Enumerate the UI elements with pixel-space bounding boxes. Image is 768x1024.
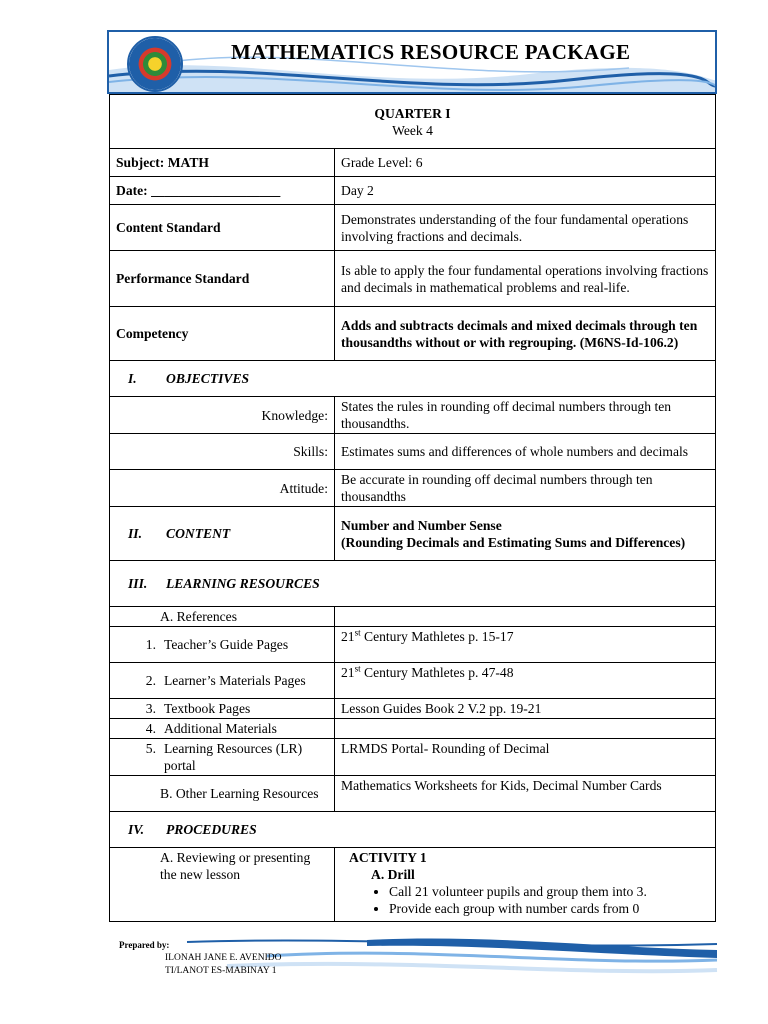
ref-label: Learner’s Materials Pages bbox=[164, 673, 306, 688]
attitude-label: Attitude: bbox=[110, 470, 335, 507]
list-item: • Provide each group with number cards from 0 bbox=[389, 900, 709, 917]
ref-label: Textbook Pages bbox=[164, 701, 251, 716]
list-item: • Call 21 volunteer pupils and group them into 3. bbox=[389, 883, 709, 900]
reference-row bbox=[110, 663, 716, 699]
content-line-2: (Rounding Decimals and Estimating Sums and Differences) bbox=[341, 534, 686, 550]
ref-label: Additional Materials bbox=[164, 721, 277, 736]
learning-resources-heading bbox=[110, 561, 716, 607]
content-line-1: Number and Number Sense bbox=[341, 517, 502, 533]
quarter-title: QUARTER I bbox=[374, 105, 451, 121]
day-label: Day 2 bbox=[335, 177, 716, 205]
section-number: I. bbox=[128, 371, 137, 386]
ref-number: 1. bbox=[145, 637, 156, 652]
preparer-school: TI/LANOT ES-MABINAY 1 bbox=[165, 966, 277, 976]
skills-value: Estimates sums and differences of whole numbers and decimals bbox=[335, 434, 716, 470]
footer bbox=[107, 936, 727, 996]
section-title: PROCEDURES bbox=[166, 822, 257, 837]
lesson-plan-table bbox=[109, 94, 716, 922]
other-resources-label: B. Other Learning Resources bbox=[110, 776, 335, 812]
ref-label: Learning Resources (LR) portal bbox=[164, 741, 303, 773]
page-title: MATHEMATICS RESOURCE PACKAGE bbox=[231, 40, 631, 64]
grade-level: Grade Level: 6 bbox=[335, 149, 716, 177]
procedures-heading bbox=[110, 812, 716, 848]
content-standard-label: Content Standard bbox=[110, 205, 335, 251]
preparer-info bbox=[165, 952, 281, 978]
ref-number: 5. bbox=[145, 741, 156, 756]
ref-value: LRMDS Portal- Rounding of Decimal bbox=[335, 739, 716, 776]
header-banner bbox=[107, 30, 717, 94]
content-heading bbox=[110, 507, 335, 561]
deped-seal-icon bbox=[127, 36, 183, 92]
procedure-a-label: A. Reviewing or presenting the new lesson bbox=[110, 848, 335, 922]
subject-label: Subject: MATH bbox=[110, 149, 335, 177]
section-number: II. bbox=[128, 526, 142, 541]
other-resources-value: Mathematics Worksheets for Kids, Decimal Number Cards bbox=[335, 776, 716, 812]
objectives-heading bbox=[110, 361, 716, 397]
performance-standard-value: Is able to apply the four fundamental operations involving fractions and decimals in mathematical problems and real-life. bbox=[335, 251, 716, 307]
ref-number: 2. bbox=[145, 673, 156, 688]
attitude-value: Be accurate in rounding off decimal numbers through ten thousandths bbox=[335, 470, 716, 507]
ref-number: 3. bbox=[145, 701, 156, 716]
reference-row bbox=[110, 739, 716, 776]
ref-label: Teacher’s Guide Pages bbox=[164, 637, 289, 652]
ref-value: 21st Century Mathletes p. 15-17 bbox=[335, 627, 716, 663]
competency-value: Adds and subtracts decimals and mixed decimals through ten thousandths without or with regrouping. (M6NS-Id-106.2) bbox=[335, 307, 716, 361]
ref-value bbox=[335, 719, 716, 739]
knowledge-value: States the rules in rounding off decimal numbers through ten thousandths. bbox=[335, 397, 716, 434]
content-value bbox=[335, 507, 716, 561]
section-number: III. bbox=[128, 576, 148, 591]
references-value bbox=[335, 607, 716, 627]
ref-value: Lesson Guides Book 2 V.2 pp. 19-21 bbox=[335, 699, 716, 719]
reference-row bbox=[110, 719, 716, 739]
section-number: IV. bbox=[128, 822, 145, 837]
reference-row bbox=[110, 627, 716, 663]
date-field: Date: ___________________ bbox=[110, 177, 335, 205]
ref-value: 21st Century Mathletes p. 47-48 bbox=[335, 663, 716, 699]
week-label: Week 4 bbox=[392, 122, 433, 138]
procedure-a-value bbox=[335, 848, 716, 922]
references-label: A. References bbox=[110, 607, 335, 627]
ref-number: 4. bbox=[145, 721, 156, 736]
competency-label: Competency bbox=[110, 307, 335, 361]
activity-title: ACTIVITY 1 bbox=[349, 850, 427, 865]
prepared-by-label: Prepared by: bbox=[119, 940, 170, 950]
quarter-row bbox=[110, 95, 716, 149]
section-title: CONTENT bbox=[166, 526, 231, 541]
performance-standard-label: Performance Standard bbox=[110, 251, 335, 307]
drill-list bbox=[341, 883, 709, 917]
reference-row bbox=[110, 699, 716, 719]
knowledge-label: Knowledge: bbox=[110, 397, 335, 434]
drill-title: A. Drill bbox=[371, 867, 415, 882]
preparer-name: ILONAH JANE E. AVENIDO bbox=[165, 953, 282, 963]
section-title: OBJECTIVES bbox=[166, 371, 250, 386]
content-standard-value: Demonstrates understanding of the four fundamental operations involving fractions and decimals. bbox=[335, 205, 716, 251]
section-title: LEARNING RESOURCES bbox=[166, 576, 320, 591]
skills-label: Skills: bbox=[110, 434, 335, 470]
